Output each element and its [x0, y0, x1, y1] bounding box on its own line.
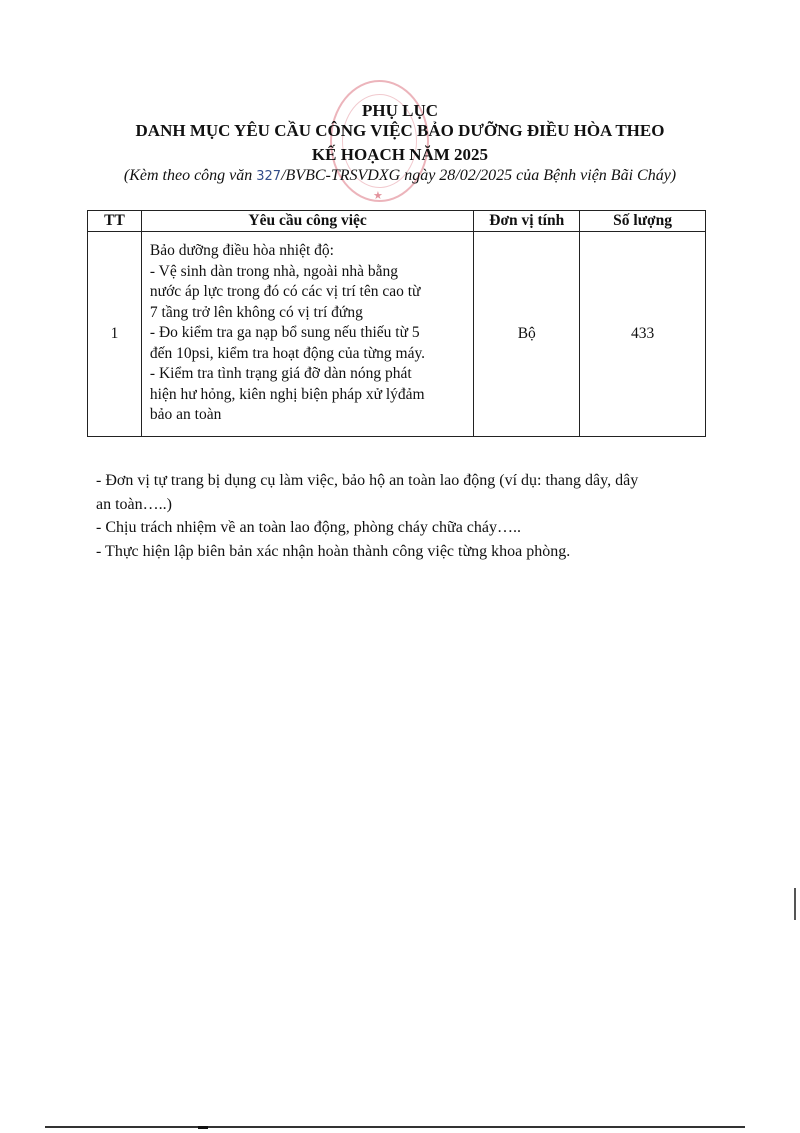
reference-suffix: /BVBC-TRSVDXG ngày 28/02/2025 của Bệnh viện Bãi Cháy) [281, 167, 677, 184]
reference-line [60, 167, 740, 185]
note-line: - Chịu trách nhiệm về an toàn lao động, phòng cháy chữa cháy….. [96, 519, 521, 536]
cell-unit: Bộ [474, 232, 580, 437]
note-line: - Thực hiện lập biên bản xác nhận hoàn thành công việc từng khoa phòng. [96, 542, 571, 560]
column-header-unit: Đơn vị tính [474, 211, 580, 232]
bottom-scan-line [45, 1126, 745, 1128]
requirement-line: 7 tầng trở lên không có vị trí đứng [149, 303, 363, 321]
notes-section [96, 469, 706, 563]
column-header-requirement: Yêu cầu công việc [141, 211, 473, 232]
handwritten-document-number: 327 [256, 169, 282, 184]
requirement-line: hiện hư hỏng, kiên nghị biện pháp xử lýđảm [149, 385, 425, 403]
reference-prefix: (Kèm theo công văn [123, 167, 257, 184]
requirement-line: - Vệ sinh dàn trong nhà, ngoài nhà bằng [149, 262, 399, 280]
requirements-table [87, 210, 706, 437]
cell-tt: 1 [88, 232, 142, 437]
right-edge-scan-mark [794, 888, 796, 920]
requirement-line: Bảo dưỡng điều hòa nhiệt độ: [149, 242, 334, 259]
stamp-star-icon: ★ [373, 190, 383, 202]
note-line: an toàn…..) [96, 495, 172, 513]
appendix-label: PHỤ LỤC [361, 101, 439, 120]
document-title-line-1: DANH MỤC YÊU CẦU CÔNG VIỆC BẢO DƯỠNG ĐIỀU HÒA THEO [135, 121, 665, 140]
requirement-line: đến 10psi, kiểm tra hoạt động của từng máy. [149, 344, 426, 362]
requirement-line: nước áp lực trong đó có các vị trí tên cao từ [149, 283, 421, 300]
bottom-scan-mark [198, 1126, 208, 1129]
table-header-row [88, 211, 706, 232]
cell-quantity: 433 [580, 232, 706, 437]
table-row [88, 232, 706, 437]
requirement-line: bảo an toàn [149, 406, 222, 423]
cell-requirement [141, 232, 473, 437]
column-header-tt: TT [88, 211, 142, 232]
document-title-line-2: KẾ HOẠCH NĂM 2025 [311, 145, 489, 164]
note-line: - Đơn vị tự trang bị dụng cụ làm việc, bảo hộ an toàn lao động (ví dụ: thang dây, dây [96, 472, 639, 489]
requirement-line: - Đo kiểm tra ga nạp bổ sung nếu thiếu từ 5 [149, 324, 420, 341]
column-header-quantity: Số lượng [580, 211, 706, 232]
requirement-line: - Kiểm tra tình trạng giá đỡ dàn nóng phát [149, 365, 412, 382]
